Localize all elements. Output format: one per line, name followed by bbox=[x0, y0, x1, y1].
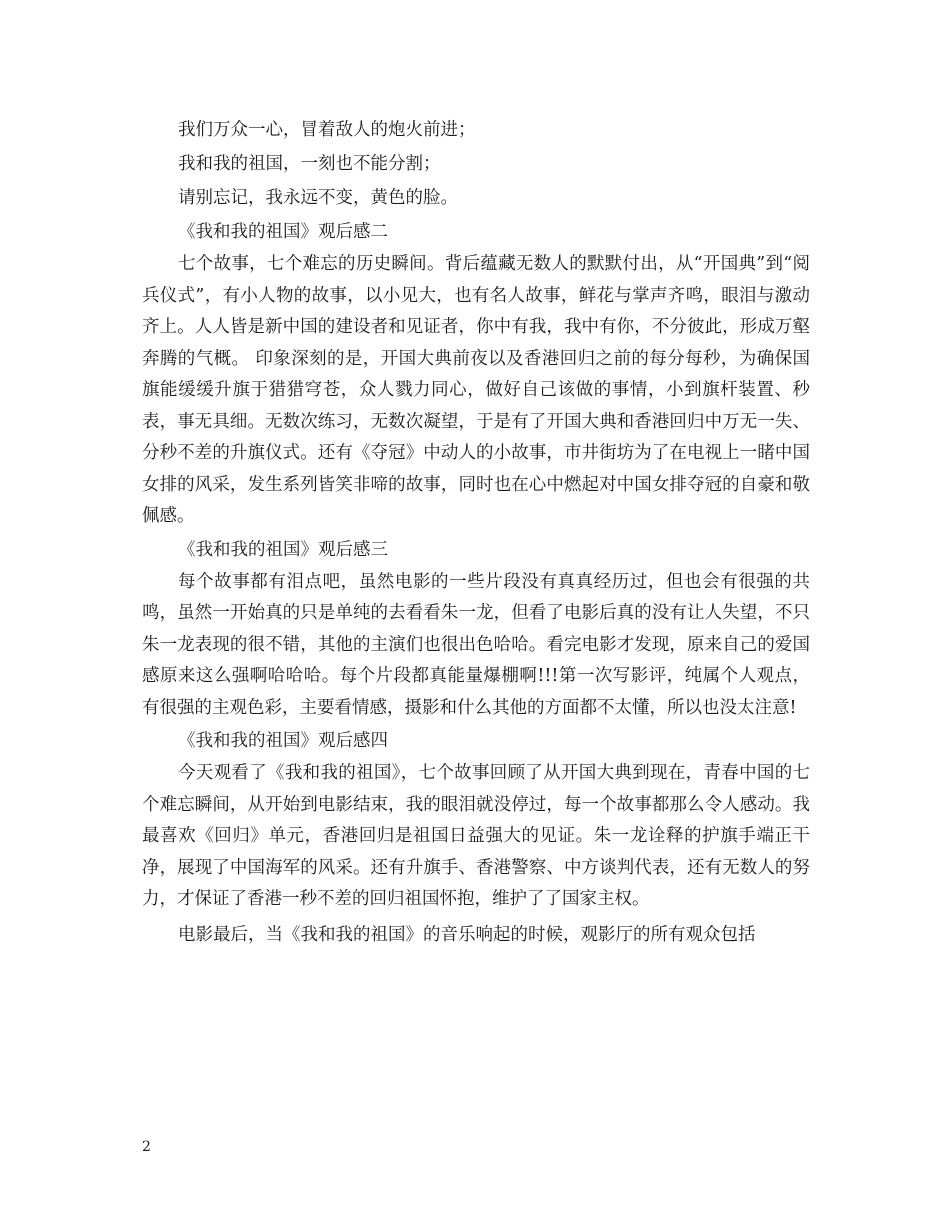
page-number: 2 bbox=[142, 1139, 151, 1155]
body-paragraph: 电影最后，当《我和我的祖国》的音乐响起的时候，观影厅的所有观众包括 bbox=[178, 924, 756, 945]
section-heading: 《我和我的祖国》观后感四 bbox=[178, 731, 388, 751]
section-heading: 《我和我的祖国》观后感二 bbox=[178, 222, 388, 242]
poem-line: 我们万众一心，冒着敌人的炮火前进； bbox=[178, 120, 476, 140]
section-heading: 《我和我的祖国》观后感三 bbox=[178, 539, 388, 560]
document-page bbox=[142, 113, 810, 951]
body-paragraph: 今天观看了《我和我的祖国》，七个故事回顾了从开国大典到现在，青春中国的七个难忘瞬间，从开始到电影结束，我的眼泪就没停过，每一个故事都那么令人感动。我最喜欢《回归》单元，香港回归是祖国日益强大的见证。朱一龙诠释的护旗手端正干净，展现了中国海军的风采。还有升旗手、香港警察、中方谈判代表，还有无数人的努力，才保证了香港一秒不差的回归祖国怀抱，维护了了国家主权。 bbox=[142, 763, 810, 909]
body-paragraph: 每个故事都有泪点吧，虽然电影的一些片段没有真真经历过，但也会有很强的共鸣，虽然一开始真的只是单纯的去看看朱一龙，但看了电影后真的没有让人失望，不只朱一龙表现的很不错，其他的主演们也很出色哈哈。看完电影才发现，原来自己的爱国感原来这么强啊哈哈哈。每个片段都真能量爆棚啊!!!第一次写影评，纯属个人观点，有很强的主观色彩，主要看情感，摄影和什么其他的方面都不太懂，所以也没太注意! bbox=[142, 571, 810, 718]
body-paragraph: 七个故事，七个难忘的历史瞬间。背后蕴藏无数人的默默付出，从“开国典”到“阅兵仪式”，有小人物的故事，以小见大，也有名人故事，鲜花与掌声齐鸣，眼泪与激动齐上。人人皆是新中国的建设者和见证者，你中有我，我中有你，不分彼此，形成万壑奔腾的气概。 印象深刻的是，开国大典前夜以及香港回归之前的每分每秒，为确保国旗能缓缓升旗于猎猎穹苍，众人戮力同心，做好自己该做的事情，小到旗杆装置、秒表，事无具细。无数次练习，无数次凝望，于是有了开国大典和香港回归中万无一失、分秒不差的升旗仪式。还有《夺冠》中动人的小故事，市井街坊为了在电视上一睹中国女排的风采，发生系列皆笑非啼的故事，同时也在心中燃起对中国女排夺冠的自豪和敬佩感。 bbox=[142, 254, 810, 526]
poem-line: 我和我的祖国，一刻也不能分割； bbox=[178, 154, 441, 174]
poem-line: 请别忘记，我永远不变，黄色的脸。 bbox=[178, 188, 458, 208]
